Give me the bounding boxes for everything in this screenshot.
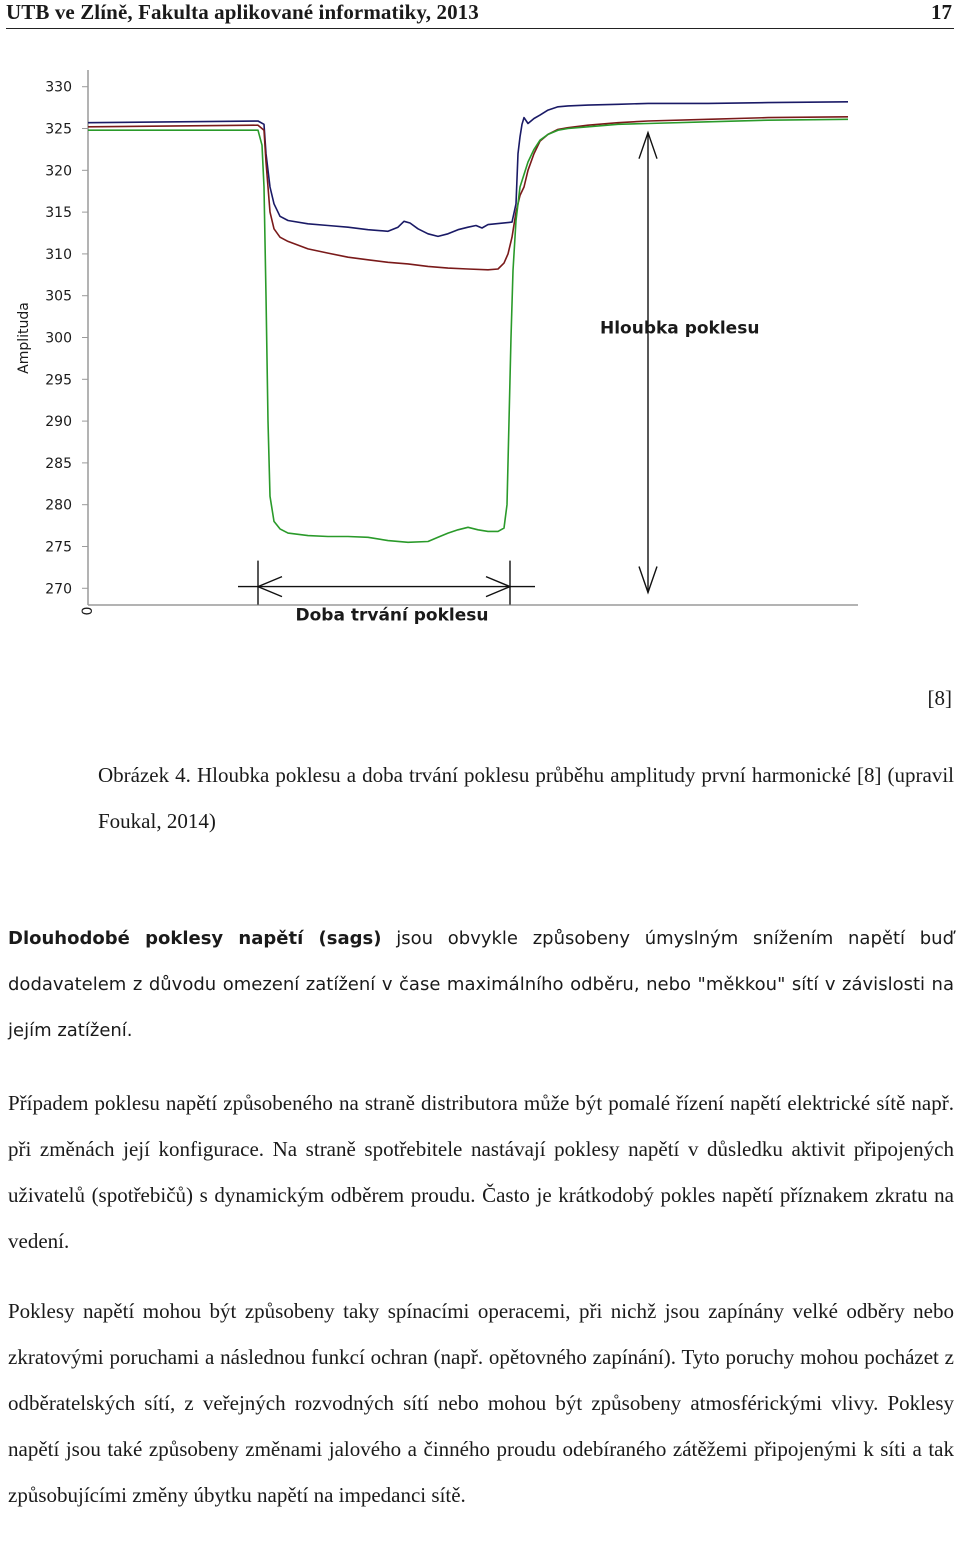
figure: [0, 60, 960, 660]
y-tick-label: 275: [45, 539, 72, 556]
figure-caption: Obrázek 4. Hloubka poklesu a doba trvání poklesu průběhu amplitudy první harmonické [8] (upravil Foukal, 2014): [98, 763, 954, 833]
header-title: UTB ve Zlíně, Fakulta aplikované informatiky, 2013: [6, 0, 479, 24]
depth-label: Hloubka poklesu: [600, 318, 760, 339]
y-tick-label: 290: [45, 414, 72, 431]
paragraph-3: Poklesy napětí mohou být způsobeny taky spínacími operacemi, při nichž jsou zapínány velké odběry nebo zkratovými poruchami a následnou funkcí ochran (např. opětovného zapínání). Tyto poruchy mohou pocházet z odběratelských sítí, z veřejných rozvodných sítí nebo mohou být způsobeny atmosférickými vlivy. Poklesy napětí jsou také způsobeny změnami jalového a činného proudu odebíraného zátěžemi připojenými k síti a tak způsobujícími změny úbytku napětí na impedanci sítě.: [8, 1299, 954, 1507]
y-tick-label: 270: [45, 581, 72, 598]
x-tick-label: 0: [80, 606, 96, 616]
y-tick-label: 320: [45, 163, 72, 180]
y-tick-label: 325: [45, 121, 72, 138]
page-number: 17: [931, 0, 952, 24]
y-tick-label: 300: [45, 330, 72, 347]
y-tick-label: 295: [45, 372, 72, 389]
figure-source-ref: [8]: [927, 686, 952, 710]
y-tick-label: 330: [45, 79, 72, 96]
y-tick-label: 310: [45, 246, 72, 263]
series-line-2: [88, 117, 848, 270]
amplitude-chart: [0, 60, 960, 660]
paragraph-1: [8, 916, 954, 1054]
y-tick-label: 280: [45, 497, 72, 514]
duration-label: Doba trvání poklesu: [295, 605, 489, 626]
y-axis-label: Amplituda: [16, 302, 32, 374]
y-tick-label: 315: [45, 205, 72, 222]
paragraph-2: Případem poklesu napětí způsobeného na straně distributora může být pomalé řízení napětí elektrické sítě např. při změnách její konfigurace. Na straně spotřebitele nastávají poklesy napětí v důsledku aktivit připojených uživatelů (spotřebičů) s dynamickým odběrem proudu. Často je krátkodobý pokles napětí příznakem zkratu na vedení.: [8, 1091, 954, 1253]
paragraph-1-text: jsou obvykle způsobeny úmyslným snížením napětí buď dodavatelem z důvodu omezení zatížení v čase maximálního odběru, nebo "měkkou" sítí v závislosti na jejím zatížení.: [8, 928, 955, 1041]
paragraph-1-lead: Dlouhodobé poklesy napětí (sags): [8, 928, 382, 949]
series-line-1: [88, 102, 848, 237]
y-tick-label: 285: [45, 455, 72, 472]
page-header: [6, 0, 954, 29]
y-tick-label: 305: [45, 288, 72, 305]
